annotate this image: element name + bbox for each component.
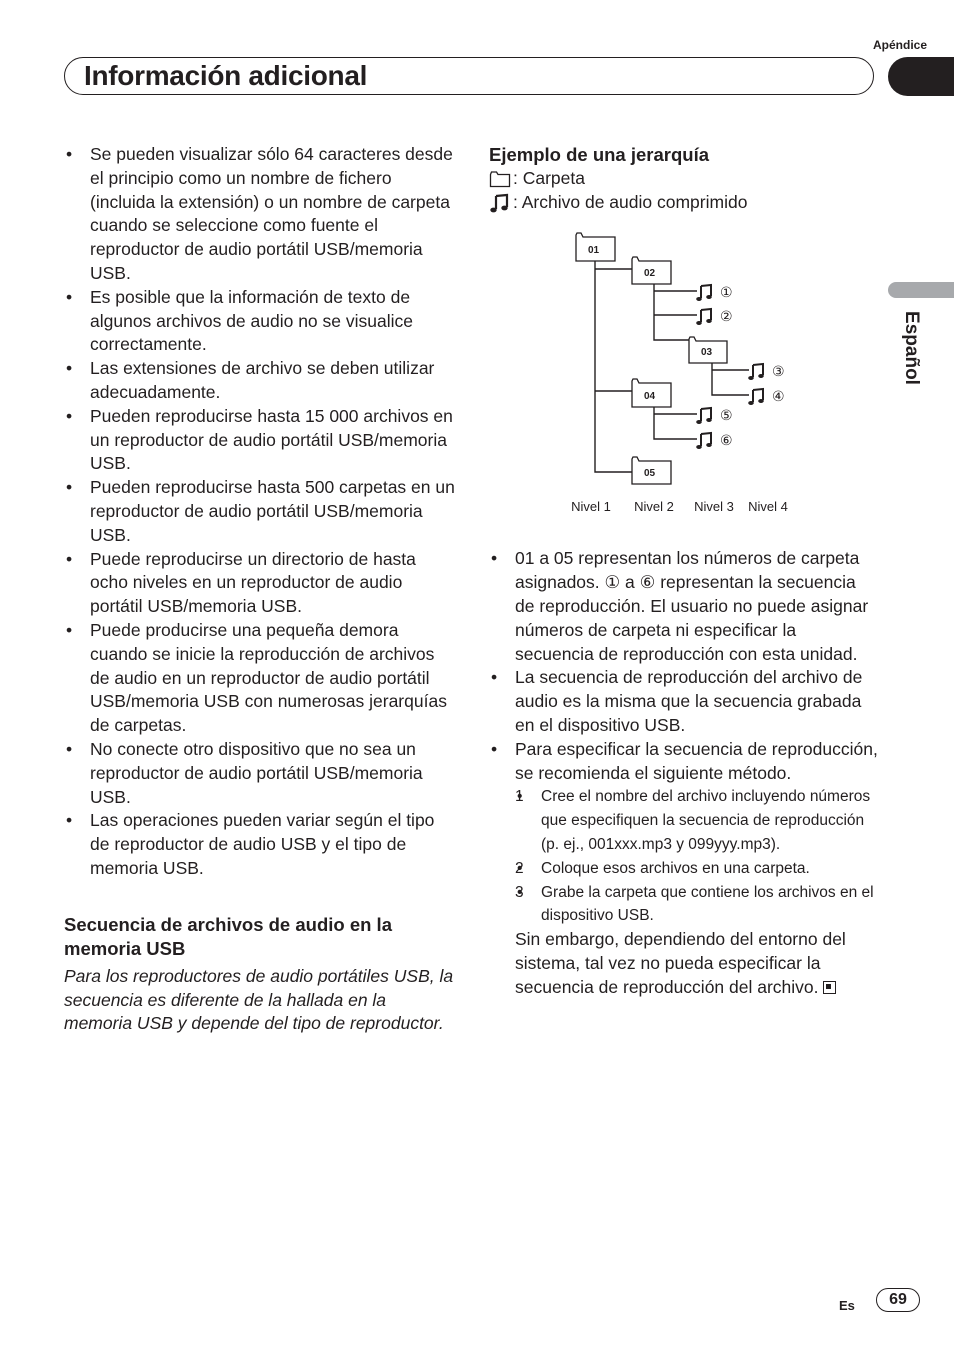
file-order-label: ③	[772, 363, 785, 380]
step-item	[515, 785, 879, 856]
list-item: • Las operaciones pueden variar según el tipo de reproductor de audio USB y el tipo de memoria USB.	[64, 809, 456, 880]
footer-language-code: Es	[839, 1298, 855, 1313]
section-subheading: Secuencia de archivos de audio en la memoria USB	[64, 913, 392, 959]
folder-label: 01	[588, 244, 600, 256]
file-order-label: ⑤	[720, 407, 733, 424]
folder-icon	[489, 170, 511, 188]
step-number: • 2	[515, 859, 524, 877]
music-note-icon	[748, 389, 764, 405]
step-text: Grabe la carpeta que contiene los archivos en el dispositivo USB.	[541, 883, 874, 925]
list-item-text: Para especificar la secuencia de reproducción, se recomienda el siguiente método.	[515, 738, 878, 783]
file-order-label: ①	[720, 284, 733, 301]
hierarchy-heading: Ejemplo de una jerarquía	[489, 144, 710, 165]
folder-label: 02	[644, 267, 656, 279]
step-item	[515, 881, 879, 929]
legend-file-row	[489, 191, 879, 215]
list-item	[489, 738, 879, 1000]
music-note-icon	[489, 192, 511, 214]
list-item: • 01 a 05 representan los números de carpeta asignados. ① a ⑥ representan la secuencia de reproducción. El usuario no puede asignar números de carpeta ni especificar la secuencia de reproducción con esta unidad.	[489, 547, 879, 666]
right-bullet-list	[489, 547, 879, 999]
section-intro: Para los reproductores de audio portátiles USB, la secuencia es diferente de la hallada en la memoria USB y depende del tipo de reproductor.	[64, 965, 454, 1034]
list-item: • Las extensiones de archivo se deben utilizar adecuadamente.	[64, 357, 456, 405]
file-order-label: ⑥	[720, 432, 733, 449]
page-number: 69	[876, 1288, 920, 1312]
chapter-tab	[888, 57, 954, 96]
music-note-icon	[696, 433, 712, 449]
music-note-icon	[696, 408, 712, 424]
list-item: • La secuencia de reproducción del archivo de audio es la misma que la secuencia grabada en el dispositivo USB.	[489, 666, 879, 737]
legend-file-label: : Archivo de audio comprimido	[513, 191, 748, 212]
list-item: • Es posible que la información de texto de algunos archivos de audio no se visualice correctamente.	[64, 286, 456, 357]
step-text: Coloque esos archivos en una carpeta.	[541, 859, 810, 877]
music-note-icon	[748, 364, 764, 380]
folder-label: 05	[644, 467, 656, 479]
left-column	[64, 143, 456, 1036]
end-mark-icon	[823, 981, 836, 994]
page-title: Información adicional	[84, 60, 368, 91]
language-tab-marker	[888, 282, 954, 298]
list-item: • No conecte otro dispositivo que no sea un reproductor de audio portátil USB/memoria USB.	[64, 738, 456, 809]
list-item: • Se pueden visualizar sólo 64 caracteres desde el principio como un nombre de fichero (incluida la extensión) o un nombre de carpeta cuando se seleccione como fuente el reproductor de audio portátil USB/memoria USB.	[64, 143, 456, 286]
music-note-icon	[696, 285, 712, 301]
steps-list	[515, 785, 879, 928]
section-label: Apéndice	[872, 38, 927, 52]
folder-label: 03	[701, 346, 713, 358]
legend-folder-row	[489, 167, 879, 191]
list-item: • Pueden reproducirse hasta 15 000 archivos en un reproductor de audio portátil USB/memoria USB.	[64, 405, 456, 476]
right-column	[489, 143, 879, 1000]
file-order-label: ④	[772, 388, 785, 405]
hierarchy-diagram	[559, 229, 819, 521]
language-label: Español	[900, 311, 922, 385]
folder-label: 04	[644, 390, 656, 402]
file-order-label: ②	[720, 308, 733, 325]
step-number: • 3	[515, 883, 524, 901]
list-item: • Pueden reproducirse hasta 500 carpetas en un reproductor de audio portátil USB/memoria USB.	[64, 476, 456, 547]
step-number: • 1	[515, 788, 524, 806]
left-bullet-list	[64, 143, 456, 881]
closing-text: Sin embargo, dependiendo del entorno del sistema, tal vez no pueda especificar la secuencia de reproducción del archivo.	[515, 929, 846, 997]
level-label: Nivel 2	[634, 498, 674, 514]
music-note-icon	[696, 309, 712, 325]
closing-paragraph	[515, 928, 879, 999]
list-item: • Puede producirse una pequeña demora cuando se inicie la reproducción de archivos de audio en un reproductor de audio portátil USB/memoria USB con numerosas jerarquías de carpetas.	[64, 619, 456, 738]
list-item: • Puede reproducirse un directorio de hasta ocho niveles en un reproductor de audio portátil USB/memoria USB.	[64, 548, 456, 619]
step-text: Cree el nombre del archivo incluyendo números que especifiquen la secuencia de reproducción (p. ej., 001xxx.mp3 y 099yyy.mp3).	[541, 788, 871, 853]
step-item	[515, 857, 879, 881]
level-label: Nivel 4	[748, 498, 788, 514]
level-label: Nivel 1	[571, 498, 611, 514]
level-label: Nivel 3	[694, 498, 734, 514]
legend-folder-label: : Carpeta	[513, 168, 585, 188]
